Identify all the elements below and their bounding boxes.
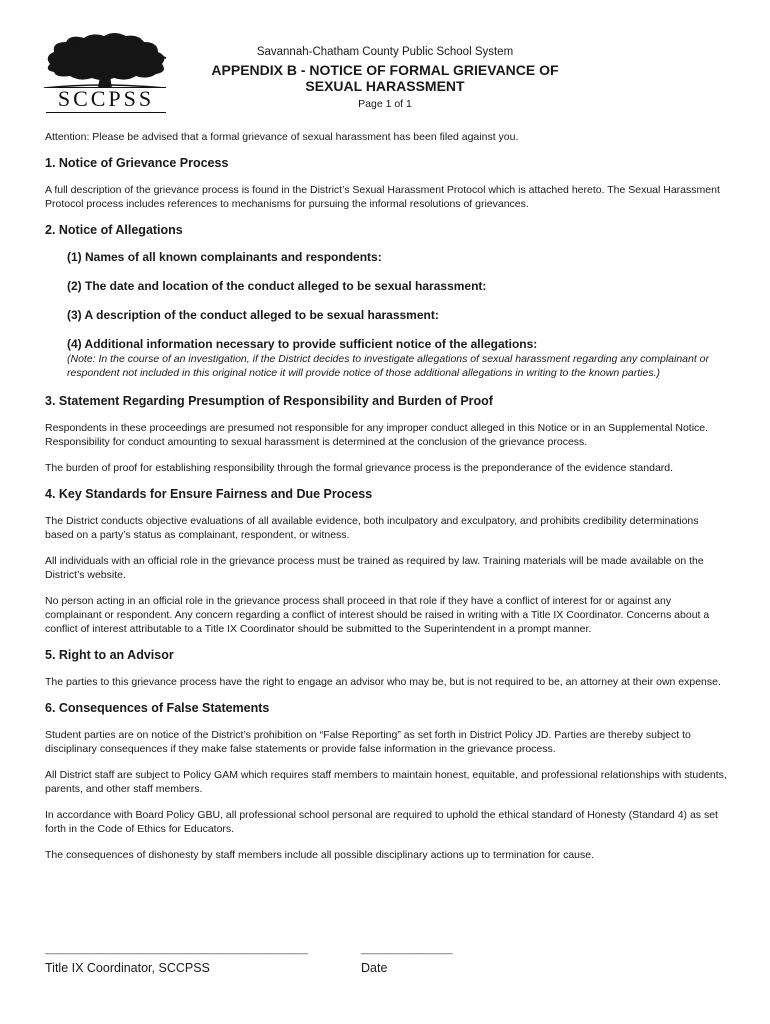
page-number: Page 1 of 1 bbox=[358, 98, 412, 110]
section-heading: 5. Right to an Advisor bbox=[45, 648, 174, 662]
paragraph: All District staff are subject to Policy GAM which requires staff members to maintain honest, equitable, and professional relationships with students, parents, and other staff members. bbox=[45, 769, 727, 795]
paragraph: A full description of the grievance process is found in the District’s Sexual Harassment Protocol which is attached hereto. The Sexual Harassment Protocol process includes references to mechanisms for pursuing the informal resolutions of grievances. bbox=[45, 184, 720, 210]
document-body bbox=[45, 130, 730, 874]
allegation-item-2: (2) The date and location of the conduct alleged to be sexual harassment: bbox=[67, 279, 487, 293]
paragraph: The District conducts objective evaluations of all available evidence, both inculpatory and exculpatory, and prohibits credibility determinations based on a party’s status as complainant, respondent, or witness. bbox=[45, 515, 699, 541]
section-heading: 6. Consequences of False Statements bbox=[45, 701, 270, 715]
section-heading: 2. Notice of Allegations bbox=[45, 223, 183, 237]
district-logo bbox=[40, 30, 172, 114]
section-key-standards bbox=[45, 487, 730, 636]
paragraph: The parties to this grievance process have the right to engage an advisor who may be, but is not required to be, an attorney at their own expense. bbox=[45, 676, 721, 688]
paragraph: All individuals with an official role in the grievance process must be trained as required by law. Training materials will be made available on the District’s website. bbox=[45, 555, 704, 581]
organization-name: Savannah-Chatham County Public School System bbox=[256, 46, 514, 58]
coordinator-signature-line: ___________________________________________ bbox=[45, 943, 309, 955]
section-right-to-advisor bbox=[45, 648, 730, 689]
allegation-item-1: (1) Names of all known complainants and respondents: bbox=[67, 250, 382, 264]
section-notice-of-grievance-process bbox=[45, 156, 730, 211]
attention-notice: Attention: Please be advised that a formal grievance of sexual harassment has been filed against you. bbox=[45, 131, 519, 143]
allegation-note: (Note: In the course of an investigation, if the District decides to investigate allegations of sexual harassment regarding any complainant or respondent not included in this original notice it will provide notice of those additional allegations in writing to the known parties.) bbox=[67, 353, 710, 379]
date-label: Date bbox=[361, 961, 388, 975]
allegation-item-3: (3) A description of the conduct alleged to be sexual harassment: bbox=[67, 308, 439, 322]
paragraph: Student parties are on notice of the District’s prohibition on “False Reporting” as set forth in District Policy JD. Parties are thereby subject to disciplinary consequences if they make false statements or provide false information in the grievance process. bbox=[45, 729, 691, 755]
section-heading: 4. Key Standards for Ensure Fairness and Due Process bbox=[45, 487, 373, 501]
section-presumption-and-burden bbox=[45, 394, 730, 475]
section-false-statements bbox=[45, 701, 730, 862]
oak-tree-icon bbox=[40, 30, 172, 88]
signature-block bbox=[45, 943, 730, 983]
date-signature-line: _______________ bbox=[361, 943, 453, 955]
coordinator-signature-label: Title IX Coordinator, SCCPSS bbox=[45, 961, 210, 975]
paragraph: Respondents in these proceedings are presumed not responsible for any improper conduct alleged in this Notice or in an Supplemental Notice. Responsibility for conduct amounting to sexual harassment is determined at the conclusion of the grievance process. bbox=[45, 422, 709, 448]
logo-text: SCCPSS bbox=[57, 86, 155, 111]
paragraph: In accordance with Board Policy GBU, all professional school personal are required to uphold the ethical standard of Honesty (Standard 4) as set forth in the Code of Ethics for Educators. bbox=[45, 809, 718, 835]
section-heading: 1. Notice of Grievance Process bbox=[45, 156, 229, 170]
paragraph: The burden of proof for establishing responsibility through the formal grievance process is the preponderance of the evidence standard. bbox=[45, 462, 674, 474]
section-notice-of-allegations bbox=[45, 223, 730, 380]
section-heading: 3. Statement Regarding Presumption of Responsibility and Burden of Proof bbox=[45, 394, 493, 408]
paragraph: No person acting in an official role in the grievance process shall proceed in that role if they have a conflict of interest for or against any complainant or respondent. Any concern regarding a conflict of interest should be raised in writing with a Title IX Coordinator. Concerns about a conflict of interest attributable to a Title IX Coordinator should be submitted to the Superintendent in a prompt manner. bbox=[45, 595, 710, 635]
allegation-item-4: (4) Additional information necessary to provide sufficient notice of the allegations: bbox=[67, 337, 538, 351]
document-title-line2: SEXUAL HARASSMENT bbox=[305, 78, 465, 94]
paragraph: The consequences of dishonesty by staff members include all possible disciplinary actions up to termination for cause. bbox=[45, 849, 595, 861]
document-title-line1: APPENDIX B - NOTICE OF FORMAL GRIEVANCE OF bbox=[211, 62, 559, 78]
document-header bbox=[190, 45, 580, 111]
